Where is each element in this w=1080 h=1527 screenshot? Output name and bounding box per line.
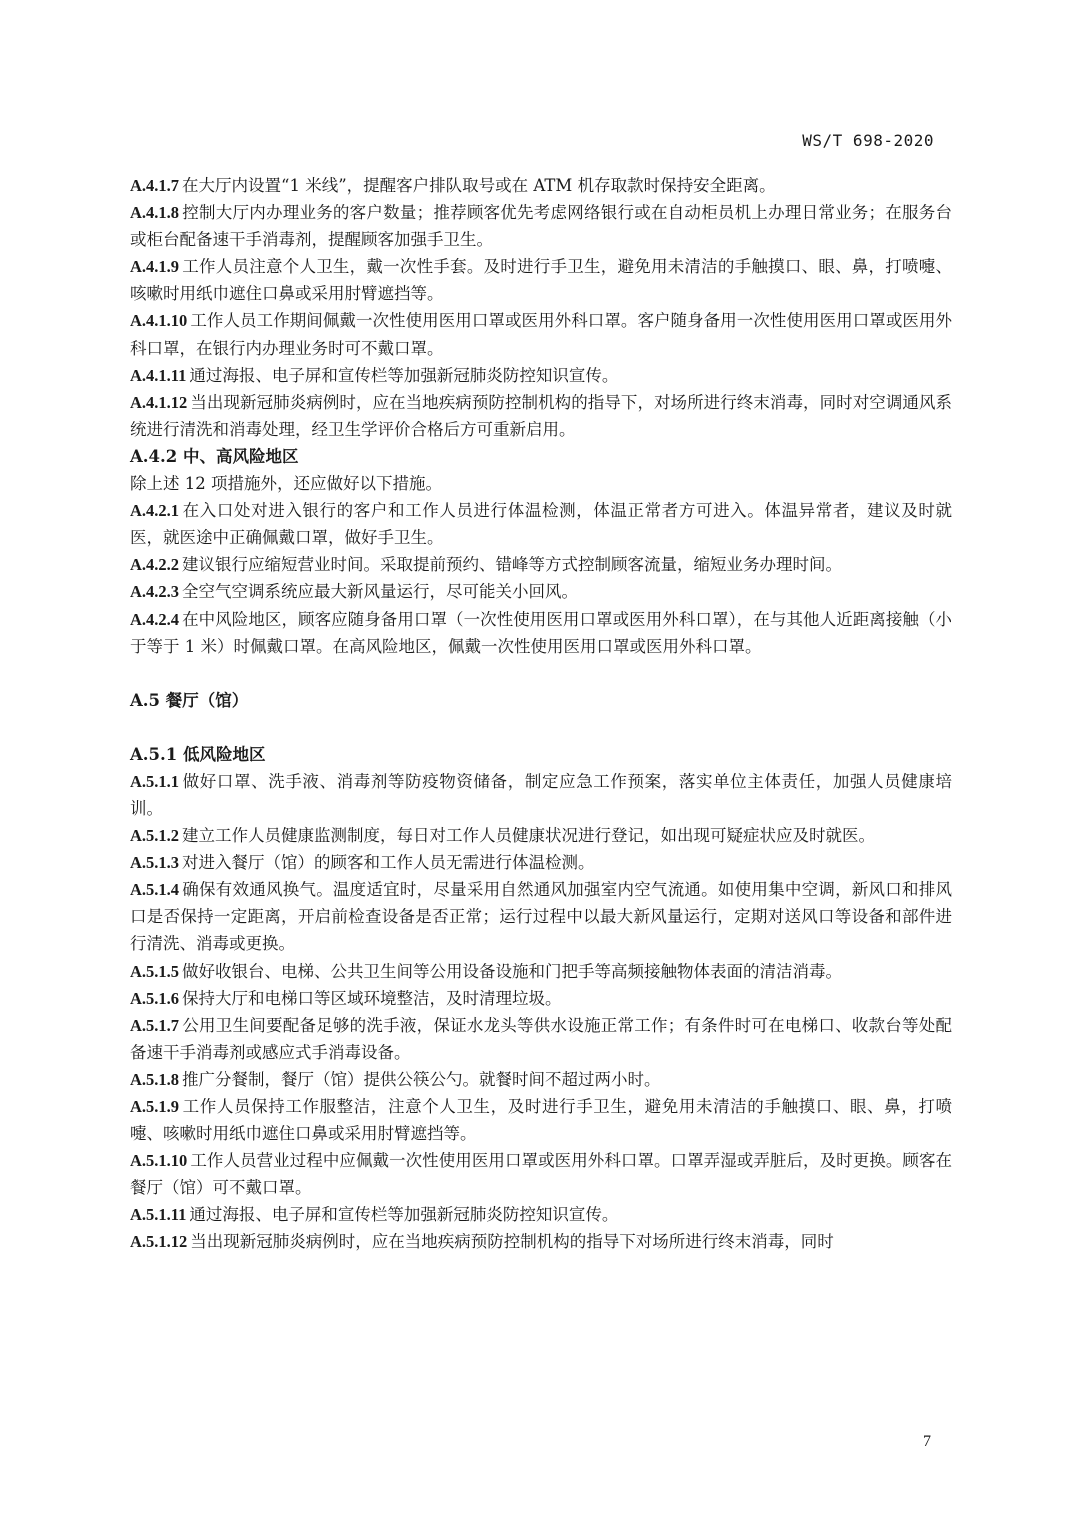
section-heading-a5: A.5 餐厅（馆） — [130, 690, 249, 710]
clause-number: A.5.1.3 — [130, 853, 180, 873]
clause-text: 工作人员营业过程中应佩戴一次性使用医用口罩或医用外科口罩。口罩弄湿或弄脏后，及时更换。顾客在餐厅（馆）可不戴口罩。 — [130, 1151, 952, 1198]
clause-text: 建立工作人员健康监测制度，每日对工作人员健康状况进行登记，如出现可疑症状应及时就医。 — [182, 826, 876, 846]
clause-paragraph — [130, 497, 952, 551]
clause-text: 在入口处对进入银行的客户和工作人员进行体温检测，体温正常者方可进入。体温异常者，建议及时就医，就医途中正确佩戴口罩，做好手卫生。 — [130, 501, 952, 548]
clause-paragraph — [130, 876, 952, 957]
clause-text: 做好口罩、洗手液、消毒剂等防疫物资储备，制定应急工作预案，落实单位主体责任，加强人员健康培训。 — [130, 771, 952, 818]
clause-paragraph — [130, 1228, 952, 1255]
clause-number: A.4.1.8 — [130, 203, 180, 223]
clause-paragraph — [130, 172, 952, 199]
clause-number: A.5.1.1 — [130, 771, 180, 791]
clause-paragraph — [130, 253, 952, 307]
clause-number: A.4.2.3 — [130, 582, 180, 602]
clause-paragraph — [130, 768, 952, 822]
clause-text: 工作人员工作期间佩戴一次性使用医用口罩或医用外科口罩。客户随身备用一次性使用医用口罩或医用外科口罩，在银行内办理业务时可不戴口罩。 — [130, 311, 952, 358]
subsection-heading-a42: A.4.2 中、高风险地区 — [130, 446, 299, 466]
clause-text: 建议银行应缩短营业时间。采取提前预约、错峰等方式控制顾客流量，缩短业务办理时间。 — [182, 555, 843, 575]
clause-number: A.4.2.4 — [130, 609, 180, 629]
clause-number: A.5.1.10 — [130, 1151, 188, 1171]
page-content — [130, 172, 952, 1256]
clause-paragraph — [130, 578, 952, 605]
clause-number: A.5.1.5 — [130, 961, 180, 981]
clause-number: A.5.1.7 — [130, 1015, 180, 1035]
clause-paragraph — [130, 1093, 952, 1147]
clause-text: 通过海报、电子屏和宣传栏等加强新冠肺炎防控知识宣传。 — [189, 1205, 619, 1225]
clause-text: 当出现新冠肺炎病例时，应在当地疾病预防控制机构的指导下，对场所进行终末消毒，同时对空调通风系统进行清洗和消毒处理，经卫生学评价合格后方可重新启用。 — [130, 392, 952, 439]
page-number: 7 — [923, 1433, 931, 1450]
clause-list-a51 — [130, 768, 952, 1256]
clause-list-a41 — [130, 172, 952, 443]
clause-text: 推广分餐制，餐厅（馆）提供公筷公勺。就餐时间不超过两小时。 — [182, 1069, 661, 1089]
clause-paragraph — [130, 985, 952, 1012]
subsection-heading-a51: A.5.1 低风险地区 — [130, 744, 266, 764]
clause-paragraph — [130, 199, 952, 253]
clause-number: A.4.1.10 — [130, 311, 188, 331]
clause-number: A.5.1.6 — [130, 988, 180, 1008]
clause-text: 做好收银台、电梯、公共卫生间等公用设备设施和门把手等高频接触物体表面的清洁消毒。 — [182, 961, 843, 981]
standard-code: WS/T 698-2020 — [802, 131, 934, 150]
clause-paragraph — [130, 1147, 952, 1201]
clause-number: A.4.1.7 — [130, 176, 180, 195]
clause-paragraph — [130, 551, 952, 578]
clause-paragraph — [130, 389, 952, 443]
clause-text: 公用卫生间要配备足够的洗手液，保证水龙头等供水设施正常工作；有条件时可在电梯口、收款台等处配备速干手消毒剂或感应式手消毒设备。 — [130, 1015, 952, 1062]
clause-number: A.4.2.2 — [130, 555, 180, 575]
clause-number: A.5.1.12 — [130, 1232, 188, 1252]
clause-text: 保持大厅和电梯口等区域环境整洁，及时清理垃圾。 — [182, 988, 562, 1008]
intro-paragraph-a42: 除上述 12 项措施外，还应做好以下措施。 — [130, 474, 442, 494]
clause-number: A.4.1.11 — [130, 365, 187, 385]
clause-paragraph — [130, 606, 952, 660]
clause-list-a42 — [130, 497, 952, 660]
clause-text: 在大厅内设置“1 米线”，提醒客户排队取号或在 ATM 机存取款时保持安全距离。 — [182, 176, 776, 195]
clause-text: 通过海报、电子屏和宣传栏等加强新冠肺炎防控知识宣传。 — [189, 365, 619, 385]
clause-paragraph — [130, 1201, 952, 1228]
clause-paragraph — [130, 1012, 952, 1066]
clause-number: A.5.1.2 — [130, 826, 180, 846]
clause-number: A.5.1.8 — [130, 1069, 180, 1089]
clause-paragraph — [130, 822, 952, 849]
clause-text: 对进入餐厅（馆）的顾客和工作人员无需进行体温检测。 — [182, 853, 595, 873]
clause-number: A.4.2.1 — [130, 501, 180, 521]
clause-paragraph — [130, 307, 952, 361]
clause-paragraph — [130, 849, 952, 876]
clause-number: A.5.1.4 — [130, 880, 180, 900]
clause-text: 当出现新冠肺炎病例时，应在当地疾病预防控制机构的指导下对场所进行终末消毒，同时 — [190, 1232, 834, 1252]
clause-number: A.4.1.12 — [130, 392, 188, 412]
clause-text: 在中风险地区，顾客应随身备用口罩（一次性使用医用口罩或医用外科口罩），在与其他人近距离接触（小于等于 1 米）时佩戴口罩。在高风险地区，佩戴一次性使用医用口罩或医用外科口罩。 — [130, 609, 952, 656]
clause-text: 控制大厅内办理业务的客户数量；推荐顾客优先考虑网络银行或在自动柜员机上办理日常业务；在服务台或柜台配备速干手消毒剂，提醒顾客加强手卫生。 — [130, 203, 952, 250]
clause-text: 工作人员注意个人卫生，戴一次性手套。及时进行手卫生，避免用未清洁的手触摸口、眼、鼻，打喷嚏、咳嗽时用纸巾遮住口鼻或采用肘臂遮挡等。 — [130, 257, 952, 304]
clause-number: A.5.1.9 — [130, 1097, 180, 1116]
clause-text: 工作人员保持工作服整洁，注意个人卫生，及时进行手卫生，避免用未清洁的手触摸口、眼、鼻，打喷嚏、咳嗽时用纸巾遮住口鼻或采用肘臂遮挡等。 — [130, 1097, 952, 1144]
clause-paragraph — [130, 1066, 952, 1093]
clause-paragraph — [130, 362, 952, 389]
clause-number: A.5.1.11 — [130, 1205, 187, 1225]
clause-text: 全空气空调系统应最大新风量运行，尽可能关小回风。 — [182, 582, 579, 602]
clause-number: A.4.1.9 — [130, 257, 180, 277]
clause-paragraph — [130, 958, 952, 985]
clause-text: 确保有效通风换气。温度适宜时，尽量采用自然通风加强室内空气流通。如使用集中空调，新风口和排风口是否保持一定距离，开启前检查设备是否正常；运行过程中以最大新风量运行，定期对送风口等设备和部件进行清洗、消毒或更换。 — [130, 880, 952, 954]
